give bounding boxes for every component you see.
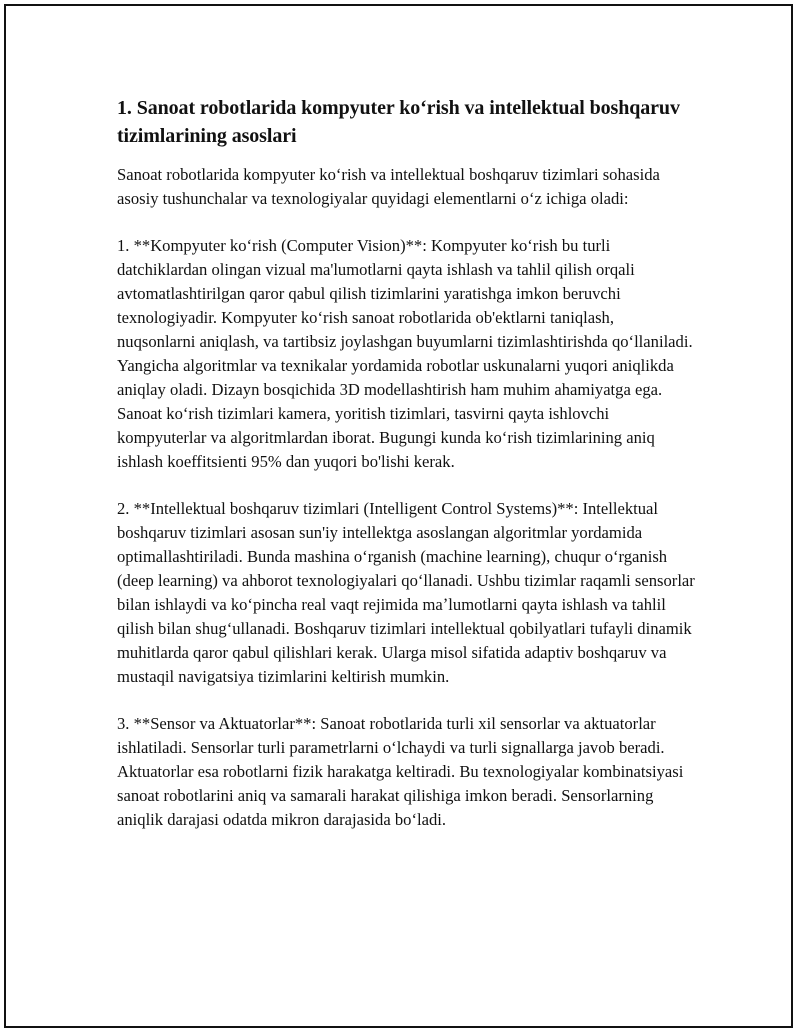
document-body xyxy=(117,94,695,832)
computer-vision-paragraph: 1. **Kompyuter koʻrish (Computer Vision)**: Kompyuter koʻrish bu turli datchiklardan olingan vizual ma'lumotlarni qayta ishlash va tahlil qilish orqali avtomatlashtirilgan qaror qabul qilish tizimlarini yaratishga imkon beruvchi texnologiyadir. Kompyuter koʻrish sanoat robotlarida ob'ektlarni taniqlash, nuqsonlarni aniqlash, va tartibsiz joylashgan buyumlarni tizimlashtirishda qoʻllaniladi. Yangicha algoritmlar va texnikalar yordamida robotlar uskunalarni yuqori aniqlikda aniqlay oladi. Dizayn bosqichida 3D modellashtirish ham muhim ahamiyatga ega. Sanoat koʻrish tizimlari kamera, yoritish tizimlari, tasvirni qayta ishlovchi kompyuterlar va algoritmlardan iborat. Bugungi kunda koʻrish tizimlarining aniq ishlash koeffitsienti 95% dan yuqori bo'lishi kerak. xyxy=(117,236,693,471)
sensors-actuators-paragraph: 3. **Sensor va Aktuatorlar**: Sanoat robotlarida turli xil sensorlar va aktuatorlar ishlatiladi. Sensorlar turli parametrlarni oʻlchaydi va turli signallarga javob beradi. Aktuatorlar esa robotlarni fizik harakatga keltiradi. Bu texnologiyalar kombinatsiyasi sanoat robotlarini aniq va samarali harakat qilishiga imkon beradi. Sensorlarning aniqlik darajasi odatda mikron darajasida boʻladi. xyxy=(117,714,684,829)
intro-paragraph: Sanoat robotlarida kompyuter koʻrish va intellektual boshqaruv tizimlari sohasida asosiy tushunchalar va texnologiyalar quyidagi elementlarni oʻz ichiga oladi: xyxy=(117,165,660,208)
section-heading: 1. Sanoat robotlarida kompyuter koʻrish va intellektual boshqaruv tizimlarining asoslari xyxy=(117,97,680,147)
intelligent-control-paragraph: 2. **Intellektual boshqaruv tizimlari (Intelligent Control Systems)**: Intellektual boshqaruv tizimlari asosan sun'iy intellektga asoslangan algoritmlar yordamida optimallashtiriladi. Bunda mashina oʻrganish (machine learning), chuqur oʻrganish (deep learning) va ahborot texnologiyalari qoʻllanadi. Ushbu tizimlar raqamli sensorlar bilan ishlaydi va koʻpincha real vaqt rejimida maʼlumotlarni qayta ishlash va tahlil qilish bilan shugʻullanadi. Boshqaruv tizimlari intellektual qobilyatlari tufayli dinamik muhitlarda qaror qabul qilishlari kerak. Ularga misol sifatida adaptiv boshqaruv va mustaqil navigatsiya tizimlarini keltirish mumkin. xyxy=(117,499,695,686)
